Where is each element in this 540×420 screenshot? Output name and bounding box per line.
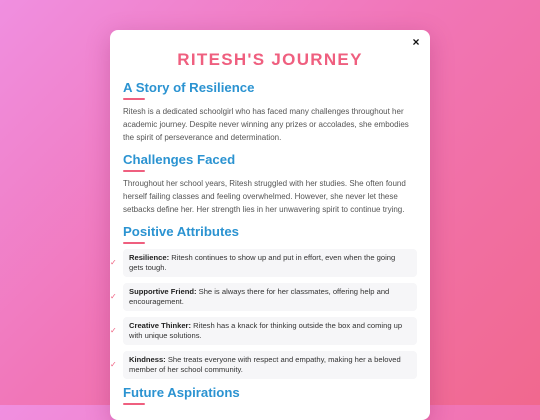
story-paragraph: Ritesh is a dedicated schoolgirl who has faced many challenges throughout her academic journey. Despite never winning any prizes or accolades, she embodies the spirit of perseverance and determination. xyxy=(123,107,409,142)
section-heading-challenges: Challenges Faced xyxy=(123,152,236,167)
check-icon: ✓ xyxy=(110,326,117,335)
attribute-text: Ritesh has a knack for thinking outside the box and coming up with unique solutions. xyxy=(129,321,403,340)
list-item xyxy=(110,283,417,311)
section-story xyxy=(123,80,417,144)
section-challenges xyxy=(123,152,417,216)
heading-underline xyxy=(123,242,145,244)
close-icon[interactable]: × xyxy=(412,35,420,49)
journey-modal xyxy=(110,30,430,420)
list-item xyxy=(110,351,417,379)
list-item xyxy=(110,317,417,345)
attribute-name: Resilience: xyxy=(129,253,170,262)
modal-title: RITESH'S JOURNEY xyxy=(177,50,363,69)
attribute-name: Supportive Friend: xyxy=(129,287,197,296)
attribute-name: Creative Thinker: xyxy=(129,321,192,330)
modal-content[interactable] xyxy=(110,80,430,405)
attribute-name: Kindness: xyxy=(129,355,166,364)
section-heading-attributes: Positive Attributes xyxy=(123,224,240,239)
heading-underline xyxy=(123,170,145,172)
check-icon: ✓ xyxy=(110,292,117,301)
heading-underline xyxy=(123,98,145,100)
attributes-list xyxy=(110,249,417,379)
check-icon: ✓ xyxy=(110,360,117,369)
attribute-text: Ritesh continues to show up and put in effort, even when the going gets tough. xyxy=(129,253,396,272)
attribute-text: She treats everyone with respect and empathy, making her a beloved member of her school community. xyxy=(129,355,401,374)
attribute-text: She is always there for her classmates, offering help and encouragement. xyxy=(129,287,390,306)
section-future xyxy=(123,385,417,405)
list-item xyxy=(110,249,417,277)
section-heading-story: A Story of Resilience xyxy=(123,80,255,95)
section-heading-future: Future Aspirations xyxy=(123,385,240,400)
section-attributes xyxy=(110,224,417,379)
challenges-paragraph: Throughout her school years, Ritesh struggled with her studies. She often found herself failing classes and feeling overwhelmed. However, she never let these setbacks define her. Her strength lies in her unwavering spirit to continue trying. xyxy=(123,179,406,214)
check-icon: ✓ xyxy=(110,258,117,267)
